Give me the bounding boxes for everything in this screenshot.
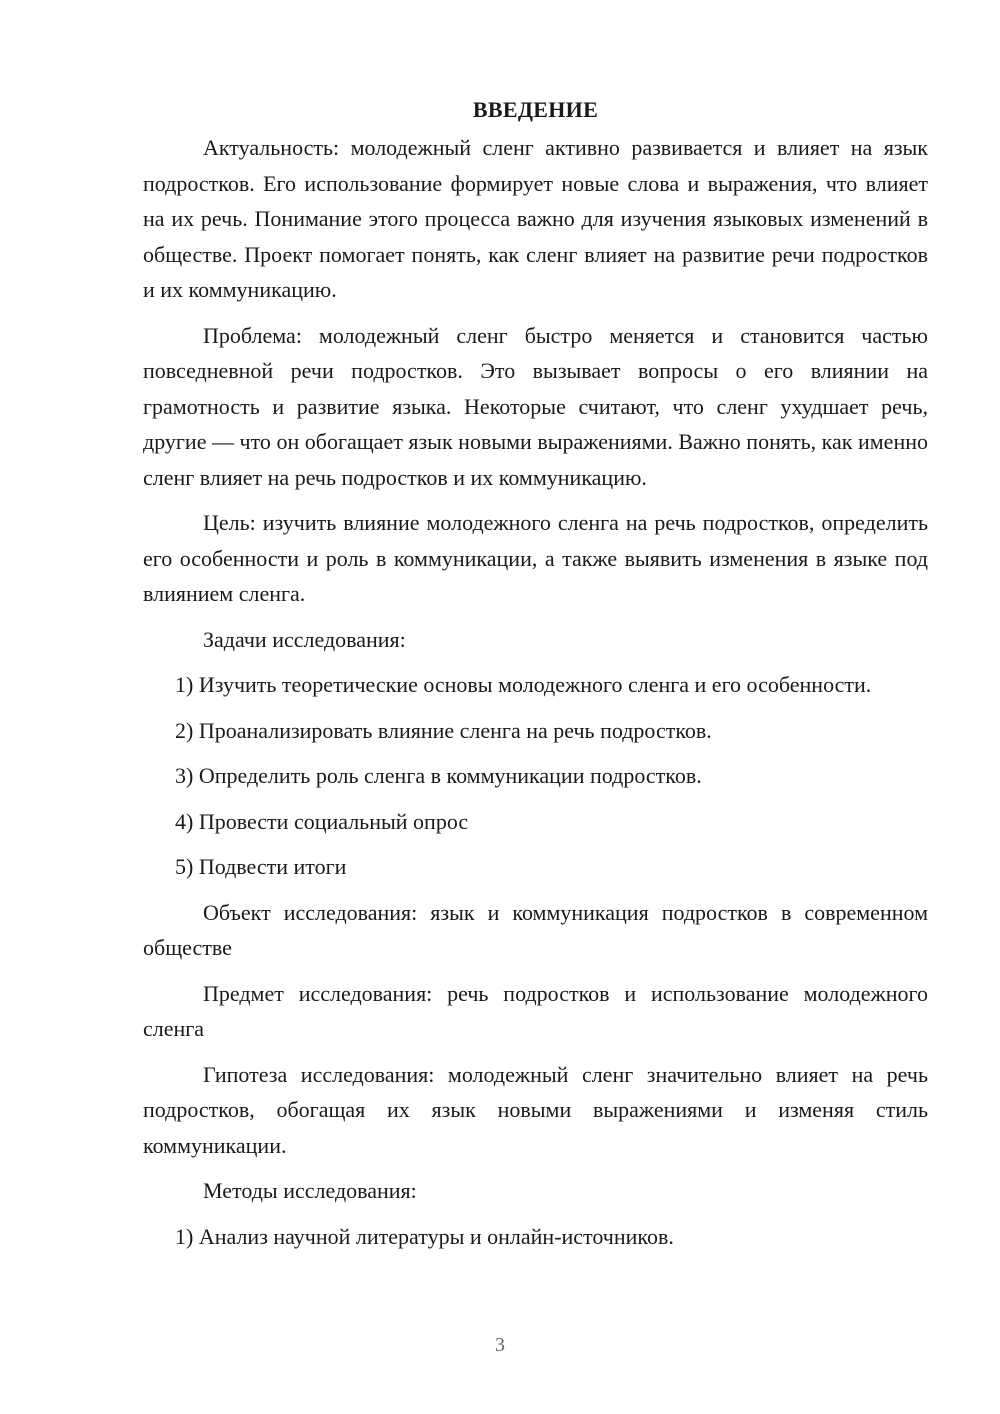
- problem-paragraph: Проблема: молодежный сленг быстро меняется и становится частью повседневной речи подростков. Это вызывает вопросы о его влиянии на грамотность и развитие языка. Некоторые считают, что сленг ухудшает речь, другие — что он обогащает язык новыми выражениями. Важно понять, как именно сленг влияет на речь подростков и их коммуникацию.: [143, 322, 928, 490]
- methods-heading: Методы исследования:: [203, 1178, 417, 1203]
- page-number: 3: [495, 1334, 505, 1356]
- hypothesis-paragraph: Гипотеза исследования: молодежный сленг значительно влияет на речь подростков, обогащая их язык новыми выражениями и изменяя стиль коммуникации.: [143, 1061, 928, 1158]
- task-item-1: 1) Изучить теоретические основы молодежного сленга и его особенности.: [175, 672, 872, 697]
- subject-paragraph: Предмет исследования: речь подростков и использование молодежного сленга: [143, 980, 928, 1041]
- section-title: ВВЕДЕНИЕ: [472, 97, 599, 122]
- task-item-2: 2) Проанализировать влияние сленга на речь подростков.: [175, 717, 712, 743]
- tasks-heading: Задачи исследования:: [203, 626, 406, 652]
- task-item-5: 5) Подвести итоги: [175, 854, 347, 879]
- method-item-1: 1) Анализ научной литературы и онлайн-источников.: [175, 1223, 674, 1249]
- object-paragraph: Объект исследования: язык и коммуникация подростков в современном обществе: [143, 899, 928, 960]
- document-page: [143, 96, 928, 1264]
- relevance-paragraph: Актуальность: молодежный сленг активно развивается и влияет на язык подростков. Его использование формирует новые слова и выражения, что влияет на их речь. Понимание этого процесса важно для изучения языковых изменений в обществе. Проект помогает понять, как сленг влияет на развитие речи подростков и их коммуникацию.: [143, 135, 928, 302]
- task-item-4: 4) Провести социальный опрос: [175, 808, 469, 834]
- goal-paragraph: Цель: изучить влияние молодежного сленга на речь подростков, определить его особенности и роль в коммуникации, а также выявить изменения в языке под влиянием сленга.: [143, 510, 928, 606]
- task-item-3: 3) Определить роль сленга в коммуникации подростков.: [175, 763, 702, 788]
